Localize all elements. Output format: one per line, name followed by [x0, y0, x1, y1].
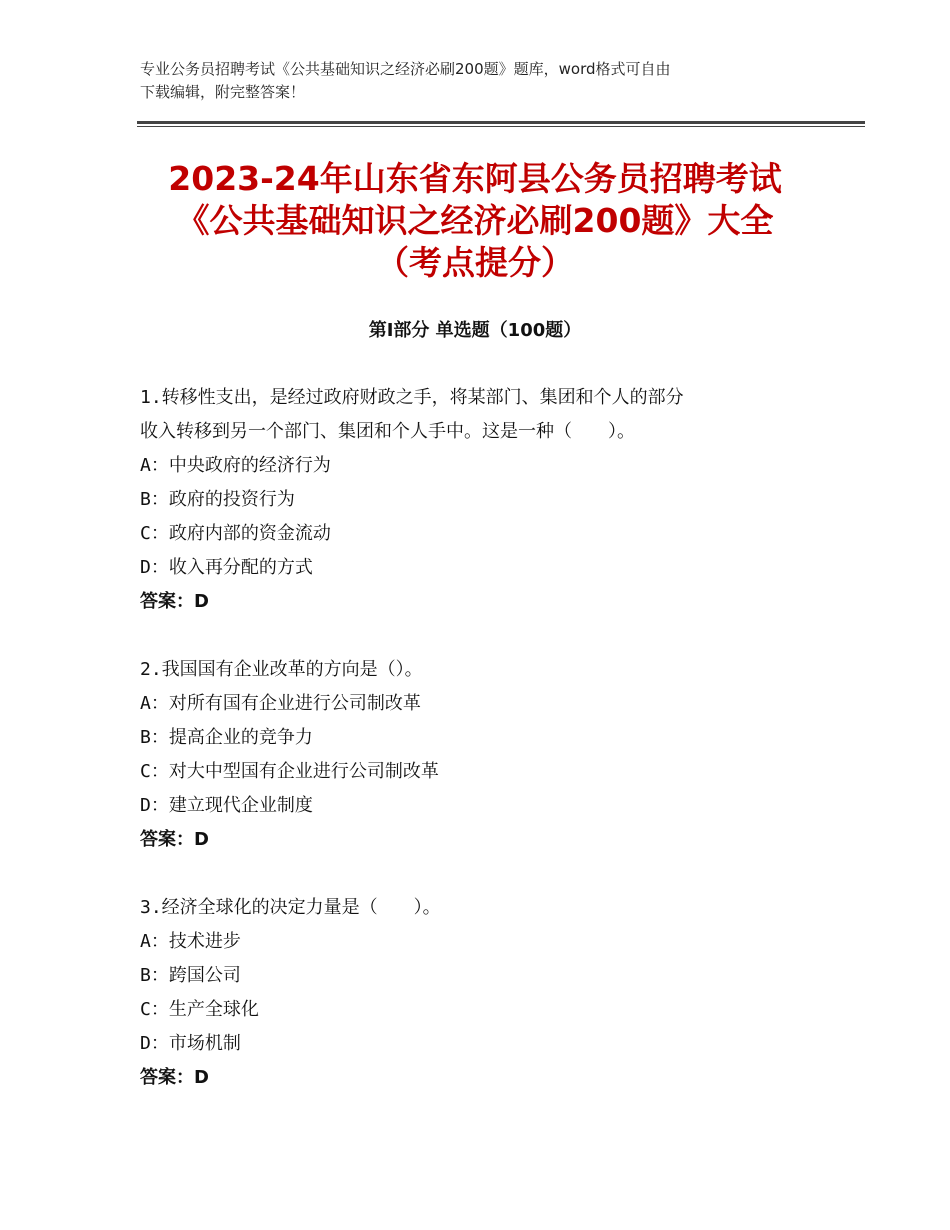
header-note-line-2: 下载编辑，附完整答案！ [140, 83, 306, 101]
document-title [100, 158, 850, 284]
option-b: B：政府的投资行为 [140, 489, 295, 510]
document-title-line-1: 2023-24年山东省东阿县公务员招聘考试 [168, 159, 782, 198]
option-d: D：市场机制 [140, 1033, 241, 1054]
question-stem: 3.经济全球化的决定力量是（ ）。 [140, 897, 441, 918]
answer-label: 答案：D [140, 829, 209, 850]
question-2 [140, 653, 820, 857]
document-title-line-3: （考点提分） [376, 243, 574, 282]
header-divider-thick [137, 121, 865, 124]
question-3 [140, 891, 820, 1095]
option-c: C：政府内部的资金流动 [140, 523, 331, 544]
question-1 [140, 381, 820, 619]
question-list [140, 381, 820, 1129]
answer-label: 答案：D [140, 1067, 209, 1088]
answer-label: 答案：D [140, 591, 209, 612]
option-c: C：对大中型国有企业进行公司制改革 [140, 761, 439, 782]
option-a: A：技术进步 [140, 931, 241, 952]
option-a: A：对所有国有企业进行公司制改革 [140, 693, 421, 714]
option-b: B：提高企业的竞争力 [140, 727, 313, 748]
header-divider-thin [137, 126, 865, 127]
question-stem: 1.转移性支出，是经过政府财政之手，将某部门、集团和个人的部分 [140, 387, 684, 408]
option-c: C：生产全球化 [140, 999, 259, 1020]
document-title-line-2: 《公共基础知识之经济必刷200题》大全 [176, 201, 774, 240]
question-stem-continued: 收入转移到另一个部门、集团和个人手中。这是一种（ ）。 [140, 421, 635, 442]
option-d: D：收入再分配的方式 [140, 557, 313, 578]
question-stem: 2.我国国有企业改革的方向是（）。 [140, 659, 423, 680]
option-d: D：建立现代企业制度 [140, 795, 313, 816]
header-note-line-1: 专业公务员招聘考试《公共基础知识之经济必刷200题》题库，word格式可自由 [140, 60, 671, 78]
header-note [140, 58, 810, 104]
option-b: B：跨国公司 [140, 965, 241, 986]
option-a: A：中央政府的经济行为 [140, 455, 331, 476]
section-title: 第I部分 单选题（100题） [368, 320, 582, 341]
